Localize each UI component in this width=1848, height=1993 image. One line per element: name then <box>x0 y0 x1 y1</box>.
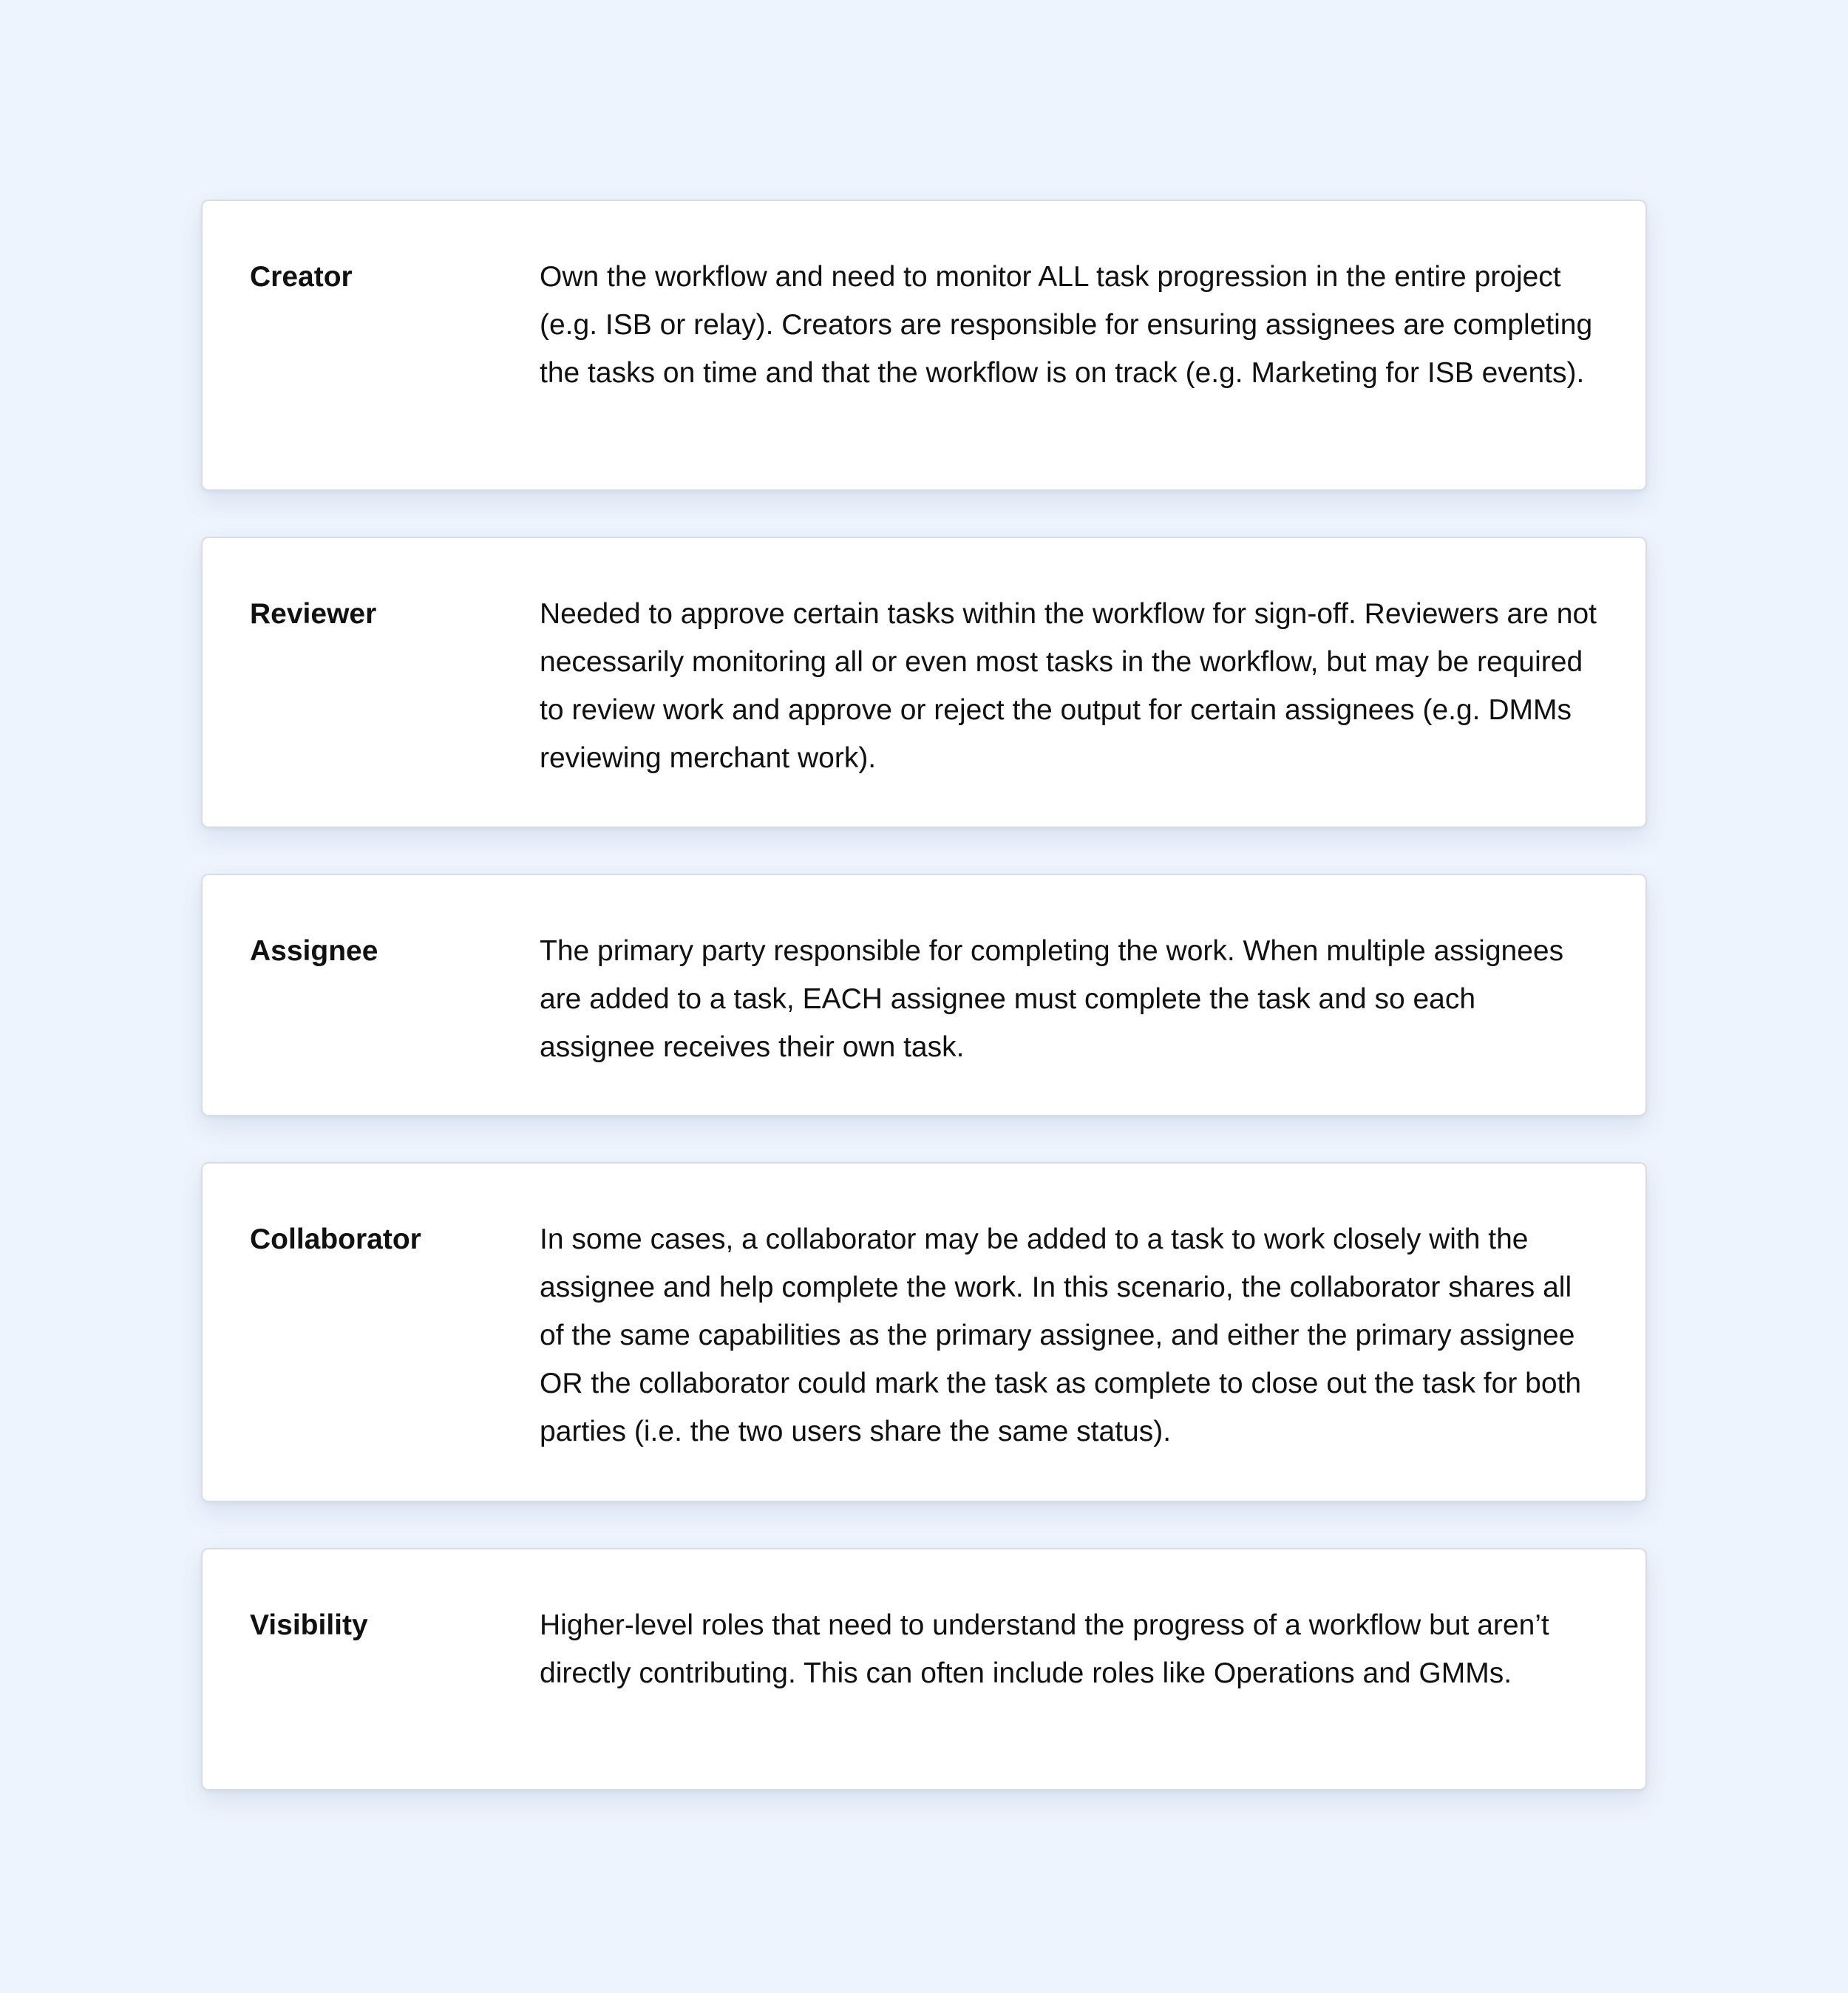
role-name: Creator <box>250 261 353 293</box>
role-description: Higher-level roles that need to understand the progress of a workflow but aren’t directly contributing. This can often include roles like Operations and GMMs. <box>540 1609 1549 1689</box>
role-card-collaborator <box>201 1162 1647 1502</box>
role-name: Collaborator <box>250 1223 421 1255</box>
role-card-visibility <box>201 1548 1647 1790</box>
role-description: Needed to approve certain tasks within the workflow for sign-off. Reviewers are not necessarily monitoring all or even most tasks in the workflow, but may be required to review work and approve or reject the output for certain assignees (e.g. DMMs reviewing merchant work). <box>540 598 1597 774</box>
role-name: Assignee <box>250 935 378 967</box>
role-card-reviewer <box>201 537 1647 828</box>
role-list <box>201 200 1647 1836</box>
role-name: Visibility <box>250 1609 368 1641</box>
role-card-assignee <box>201 874 1647 1116</box>
role-name: Reviewer <box>250 598 377 630</box>
role-description: In some cases, a collaborator may be added to a task to work closely with the assignee and help complete the work. In this scenario, the collaborator shares all of the same capabilities as the primary assignee, and either the primary assignee OR the collaborator could mark the task as complete to close out the task for both parties (i.e. the two users share the same status). <box>540 1223 1582 1447</box>
role-description: Own the workflow and need to monitor ALL task progression in the entire project (e.g. ISB or relay). Creators are responsible for ensuring assignees are completing the tasks on time and that the workflow is on track (e.g. Marketing for ISB events). <box>540 261 1593 389</box>
role-description: The primary party responsible for completing the work. When multiple assignees are added to a task, EACH assignee must complete the task and so each assignee receives their own task. <box>540 935 1564 1063</box>
role-card-creator <box>201 200 1647 491</box>
